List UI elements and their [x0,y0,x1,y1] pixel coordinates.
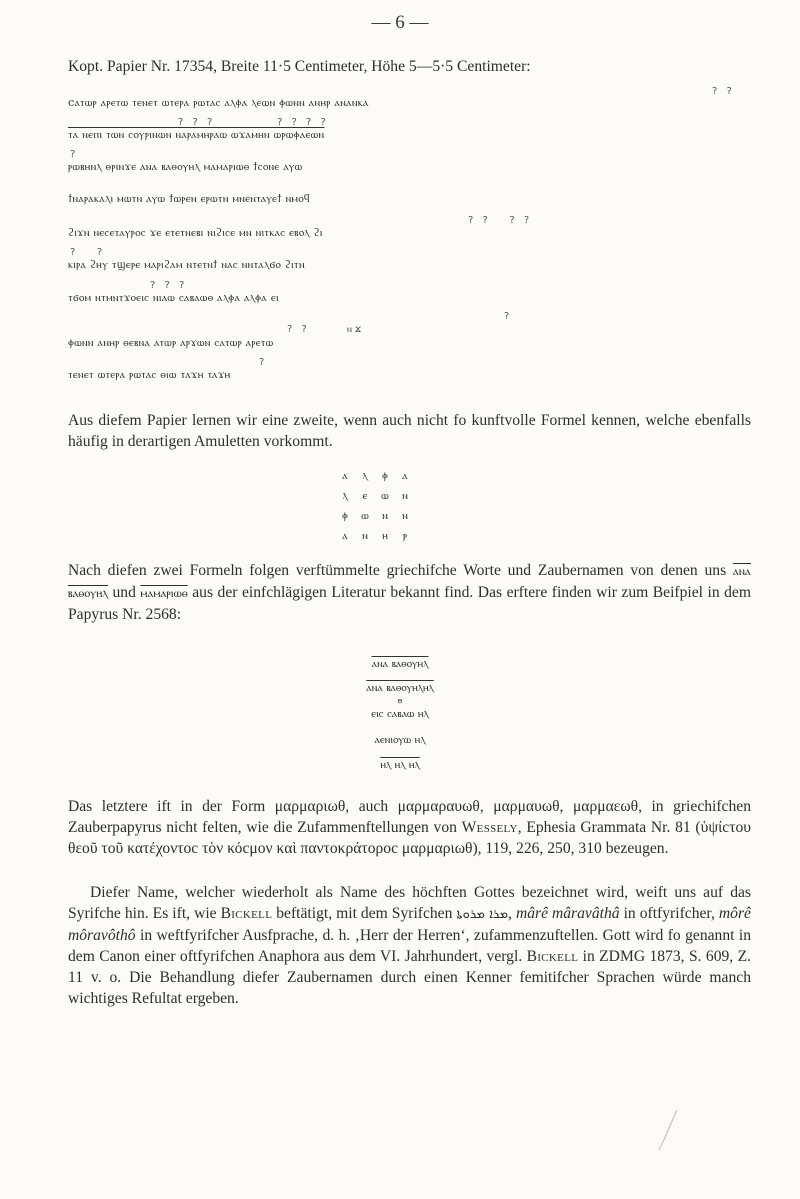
paragraph [68,796,751,859]
letter: ⲛ [402,509,408,522]
paragraph [68,882,751,1009]
letter: ⲗ [362,469,368,482]
coptic-line: ⲧϭⲟⲙ ⲛⲧⲙⲛⲧϫⲟⲉⲓⲥ ⲛⲓⲁⲱ ⲥⲁⲃⲁⲱⲑ ⲁⲗⲫⲁ ⲁⲗⲫⲁ ⲉⲓ [68,291,279,304]
page-number: — 6 — [371,12,429,33]
letter: ⲗ [342,489,348,502]
letter: ⲏ [382,529,388,542]
coptic-term: ⲁⲛⲁ ⲃⲁⲑⲟⲩⲏⲗ [68,564,751,600]
text: , [508,905,512,922]
uncertain-marks: ? [70,149,79,160]
text: beftätigt, mit dem Syrifchen [276,905,453,922]
letter: ⲫ [382,469,388,482]
paragraph [68,560,751,625]
letter: ⲛ [402,489,408,502]
coptic-line: ⲣⲱⲃⲏⲛⲗ ⲑⲣⲓⲛϫⲉ ⲁⲛⲁ ⲃⲁⲑⲟⲩⲏⲗ ⲙⲁⲙⲁⲣⲓⲱⲑ ϯⲥⲟⲛⲉ ⲁⲩⲱ [68,160,303,173]
text: Das letztere ift in der Form μαρμαριωθ, auch μαρμαραυωθ, μαρμαυωθ, μαρμαεωθ, in griechifchen Zauberpapyrus nicht felten, wie die Zufammenftellungen von [68,798,751,836]
coptic-line: ⲁⲉⲛⲓⲟⲩⲱ ⲏⲗ [374,733,426,746]
text: in ZDMG 1873, S. 609, Z. 11 v. o. Die Behandlung diefer Zaubernamen durch einen Kenner femitifcher Sprachen würde manch wichtiges Refultat ergeben. [68,948,752,1007]
uncertain-marks: ? ? [712,86,735,97]
uncertain-marks: ? ? ? [150,280,188,291]
uncertain-marks: ? ? ⲛϫ [287,324,365,335]
transliteration: mârê mâravâthâ [515,905,620,922]
letter: ⲛ [362,529,368,542]
uncertain-marks: ? [504,311,513,322]
text: in oftfyrifcher, [623,905,715,922]
coptic-line: ⲧⲁ ⲛⲉⲡⲓ ⲧⲱⲛ ⲥⲟⲩⲣⲓⲛⲱⲛ ⲛⲁⲣⲁⲙⲏⲣⲁⲱ ⲱϫⲁⲙⲏⲛ ⲱⲣⲱⲫⲁⲉⲱⲛ [68,128,325,141]
coptic-line: ⲕⲓⲣⲁ ϩⲏⲩ ⲧϣⲉⲣⲉ ⲙⲁⲣⲓϩⲁⲙ ⲛⲧⲉⲧⲛϯ ⲛⲁⲥ ⲛⲛⲧⲁⲗϭⲟ ϩⲓⲧⲛ [68,258,305,271]
author-name: Wessely [461,819,518,836]
syriac-term: ܡܪܐ ܡܪܘܬܐ [456,907,509,922]
letter: ⲫ [342,509,348,522]
letter-square-row [335,466,475,486]
letter-square-row [335,526,475,546]
pencil-mark [655,1108,685,1153]
text: aus der einfchlägigen Literatur bekannt find. Das erftere finden wir zum Beifpiel in dem Papyrus Nr. 2568: [68,584,751,623]
uncertain-marks: ? ? ? ? [468,215,533,226]
transliteration: môrê môravôthô [68,905,751,944]
uncertain-marks: ? ? ? ? ? ? ? [178,117,329,128]
letter: ⲣ [402,529,408,542]
author-name: Bickell [526,948,579,965]
letter: ⲉ [362,489,368,502]
letter: ⲱ [381,489,389,502]
text: Nach diefen zwei Formeln folgen verftümmelte griechifche Worte und Zaubernamen von denen uns [68,562,727,579]
letter: ⲁ [402,469,408,482]
text: in weftfyrifcher Ausfprache, d. h. ‚Herr der Herren‘, zufammenzuftellen. Gott wird fo genannt in dem Canon einer oftfyrifchen Anaphora aus dem VI. Jahrhundert, vergl. [68,927,751,965]
uncertain-marks: ? [259,357,268,368]
coptic-line: ⲁⲛⲁ ⲃⲁⲑⲟⲩⲏⲗ [371,657,429,670]
text: Diefer Name, welcher wiederholt als Name des höchften Gottes bezeichnet wird, weift uns auf das Syrifche hin. Es ift, wie [68,884,751,922]
letter-square-row [335,506,475,526]
text: , Ephesia Grammata Nr. 81 (ὑψίcτου θεοῦ τοῦ κατέχοντοc τὸν κόcμον καὶ παντοκράτοροc μαρμαριωθ), 119, 226, 250, 310 bezeugen. [68,819,751,857]
letter: ⲱ [361,509,369,522]
coptic-line: ϯⲛⲁⲣⲁⲕⲁⲗⲓ ⲙⲱⲧⲛ ⲁⲩⲱ ϯⲱⲣⲉⲛ ⲉⲣⲱⲧⲛ ⲙⲛⲉⲛⲧⲁⲩⲉϯ ⲛⲙⲟϥ [68,192,310,205]
letter: ⲁ [342,529,348,542]
coptic-line: ⲁⲛⲁ ⲃⲁⲑⲟⲩⲏⲗⲏⲗ [366,681,434,694]
coptic-term: ⲙⲁⲙⲁⲣⲓⲱⲑ [140,586,188,600]
author-name: Bickell [220,905,273,922]
header-line: Kopt. Papier Nr. 17354, Breite 11·5 Centimeter, Höhe 5—5·5 Centimeter: [68,58,531,75]
coptic-line: ⲧⲉⲛⲉⲧ ⲱⲧⲉⲣⲁ ⲣⲱⲧⲁⲥ ⲑⲓⲱ ⲧⲁϫⲏ ⲧⲁϫⲏ [68,368,231,381]
paragraph: Aus diefem Papier lernen wir eine zweite, wenn auch nicht fo kunftvolle Formel kennen, welche ebenfalls häufig in derartigen Amuletten vorkommt. [68,412,751,450]
text: und [112,584,136,601]
coptic-line: ⲏⲗ ⲏⲗ ⲏⲗ [380,758,420,771]
coptic-line: ϩⲓϫⲛ ⲛⲉⲥⲉⲧⲁⲩⲣⲟⲥ ϫⲉ ⲉⲧⲉⲧⲛⲉⲃⲓ ⲛⲓϩⲓⲥⲉ ⲙⲛ ⲛⲓⲧⲕⲁⲥ ⲉⲃⲟⲗ ϩⲓ [68,226,323,239]
letter-square [335,466,475,546]
letter: ⲛ [382,509,388,522]
coptic-line: ⲫⲱⲛⲛ ⲁⲛⲏⲣ ⲑⲉⲃⲛⲁ ⲁⲧⲱⲣ ⲁⲣϫⲱⲛ ⲥⲁⲧⲱⲣ ⲁⲣⲉⲧⲱ [68,336,274,349]
uncertain-marks: ? ? [70,247,106,258]
letter: ⲁ [342,469,348,482]
letter-square-row [335,486,475,506]
coptic-line: ⲉⲓⲥ ⲥⲁⲃⲁⲱ ⲏⲗ [371,707,429,720]
coptic-superscript: ⲑ [397,696,403,706]
coptic-line: cⲁⲧⲱⲣ ⲁⲣⲉⲧⲱ ⲧⲉⲛⲉⲧ ⲱⲧⲉⲣⲁ ⲣⲱⲧⲁⲥ ⲁⲗⲫⲁ ⲗⲉⲱⲛ ⲫⲱⲛⲛ ⲁⲛⲏⲣ ⲁⲛⲁⲛⲕⲁ [68,96,369,109]
